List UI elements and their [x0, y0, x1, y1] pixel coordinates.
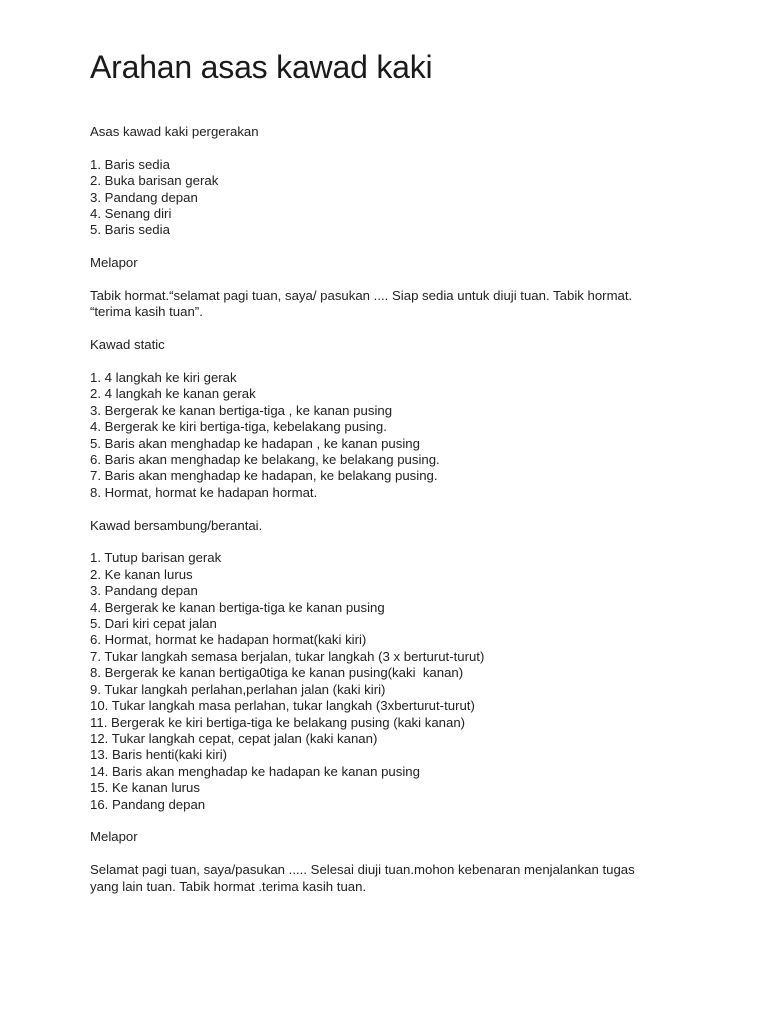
text-line: 3. Pandang depan — [90, 189, 198, 205]
text-line: 5. Baris akan menghadap ke hadapan , ke kanan pusing — [90, 435, 420, 451]
blank-line — [90, 501, 710, 517]
text-line: Asas kawad kaki pergerakan — [90, 124, 259, 139]
text-line: 10. Tukar langkah masa perlahan, tukar langkah (3xberturut-turut) — [90, 698, 475, 714]
text-line: 9. Tukar langkah perlahan,perlahan jalan (kaki kiri) — [90, 681, 386, 697]
text-line: 2. Ke kanan lurus — [90, 566, 193, 582]
text-line: 1. Baris sedia — [90, 156, 170, 172]
text-line: 1. Tutup barisan gerak — [90, 550, 222, 566]
text-line: 4. Bergerak ke kanan bertiga-tiga ke kanan pusing — [90, 599, 385, 615]
text-line: 5. Baris sedia — [90, 222, 170, 238]
text-line: 8. Hormat, hormat ke hadapan hormat. — [90, 484, 318, 500]
text-line: 15. Ke kanan lurus — [90, 780, 200, 796]
text-line: 2. Buka barisan gerak — [90, 173, 219, 189]
blank-line — [90, 354, 710, 370]
text-line: 11. Bergerak ke kiri bertiga-tiga ke belakang pusing (kaki kanan) — [90, 714, 466, 730]
text-line: 16. Pandang depan — [90, 796, 206, 812]
text-line: 13. Baris henti(kaki kiri) — [90, 747, 228, 763]
blank-line — [90, 846, 710, 862]
text-line: 12. Tukar langkah cepat, cepat jalan (kaki kanan) — [90, 730, 378, 746]
text-line: Selamat pagi tuan, saya/pasukan ..... Selesai diuji tuan.mohon kebenaran menjalankan tugas — [90, 862, 635, 878]
text-line: 3. Pandang depan — [90, 583, 198, 599]
text-line: 5. Dari kiri cepat jalan — [90, 616, 217, 632]
blank-line — [90, 239, 710, 255]
text-line: 6. Hormat, hormat ke hadapan hormat(kaki kiri) — [90, 632, 367, 648]
text-line: 7. Tukar langkah semasa berjalan, tukar langkah (3 x berturut-turut) — [90, 648, 485, 664]
document-body — [90, 124, 710, 895]
text-line: Melapor — [90, 829, 138, 845]
blank-line — [90, 140, 710, 156]
blank-line — [90, 534, 710, 550]
text-line: Kawad bersambung/berantai. — [90, 517, 263, 533]
text-line: 1. 4 langkah ke kiri gerak — [90, 370, 237, 386]
text-line: yang lain tuan. Tabik hormat .terima kasih tuan. — [90, 878, 367, 894]
blank-line — [90, 813, 710, 829]
text-line: Melapor — [90, 255, 138, 271]
text-line: 8. Bergerak ke kanan bertiga0tiga ke kanan pusing(kaki kanan) — [90, 665, 464, 681]
text-line: 14. Baris akan menghadap ke hadapan ke kanan pusing — [90, 763, 420, 779]
text-line: 7. Baris akan menghadap ke hadapan, ke belakang pusing. — [90, 468, 438, 484]
text-line: Kawad static — [90, 337, 165, 353]
text-line: 6. Baris akan menghadap ke belakang, ke belakang pusing. — [90, 452, 440, 468]
text-line: 4. Bergerak ke kiri bertiga-tiga, kebelakang pusing. — [90, 419, 387, 435]
blank-line — [90, 272, 710, 288]
blank-line — [90, 321, 710, 337]
document-title: Arahan asas kawad kaki — [90, 49, 433, 85]
text-line: 4. Senang diri — [90, 206, 172, 222]
title-spacer — [90, 88, 710, 124]
text-line: Tabik hormat.“selamat pagi tuan, saya/ pasukan .... Siap sedia untuk diuji tuan. Tabik hormat. — [90, 288, 633, 304]
text-line: “terima kasih tuan”. — [90, 304, 203, 320]
text-line: 2. 4 langkah ke kanan gerak — [90, 386, 256, 402]
text-line: 3. Bergerak ke kanan bertiga-tiga , ke kanan pusing — [90, 402, 393, 418]
document-content — [90, 46, 710, 895]
